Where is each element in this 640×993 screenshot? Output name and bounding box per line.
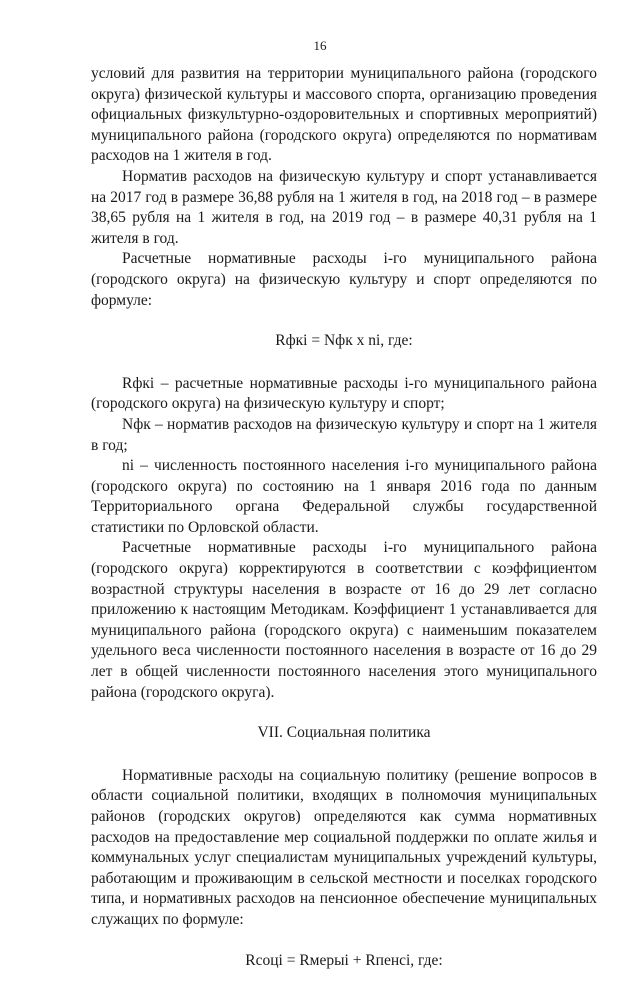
paragraph-sport-norms: Норматив расходов на физическую культуру и спорт устанавливается на 2017 год в размере 36,88 рубля на 1 жителя в год, на 2018 год – в размере 38,65 рубля на 1 жителя в год, на 2019 год – в размере 40,31 рубля на 1 жителя в год. [91,167,597,247]
paragraph-continuation: условий для развития на территории муниципального района (городского округа) физической культуры и массового спорта, организацию проведения официальных физкультурно-оздоровительных и спортивных мероприятий) муниципального района (городского округа) определяются по нормативам расходов на 1 жителя в год. [91,65,597,165]
definition-ni: ni – численность постоянного населения i-го муниципального района (городского округа) по состоянию на 1 января 2016 года по данным Территориального органа Федеральной службы государственной статистики по Орловской области. [91,457,597,536]
page-number: 16 [313,38,327,53]
definition-nfk: Nфк – норматив расходов на физическую культуру и спорт на 1 жителя в год; [91,415,597,454]
formula-sport: Rфкi = Nфк х ni, где: [275,332,413,350]
paragraph-correction: Расчетные нормативные расходы i-го муниципального района (городского округа) корректируются в соответствии с коэффициентом возрастной структуры населения в возрасте от 16 до 29 лет согласно приложению к настоящим Методикам. Коэффициент 1 устанавливается для муниципального района (городского округа) с наименьшим показателем удельного веса численности постоянного населения в возрасте от 16 до 29 лет в общей численности постоянного населения этого муниципального района (городского округа). [91,539,597,701]
formula-social: Rсоцi = Rмерыi + Rпенсi, где: [245,951,443,969]
paragraph-social-policy: Нормативные расходы на социальную политику (решение вопросов в области социальной политики, входящих в полномочия муниципальных районов (городских округов) определяются как сумма нормативных расходов на предоставление мер социальной поддержки по оплате жилья и коммунальных услуг специалистам муниципальных учреждений культуры, работающим и проживающим в сельской местности и поселках городского типа, и нормативных расходов на пенсионное обеспечение муниципальных служащих по формуле: [91,766,597,928]
paragraph-formula-intro: Расчетные нормативные расходы i-го муниципального района (городского округа) на физическую культуру и спорт определяются по формуле: [91,250,597,309]
section-heading: VII. Социальная политика [257,724,431,742]
definition-rfki: Rфкi – расчетные нормативные расходы i-го муниципального района (городского округа) на физическую культуру и спорт; [91,374,597,413]
document-body [91,64,597,993]
